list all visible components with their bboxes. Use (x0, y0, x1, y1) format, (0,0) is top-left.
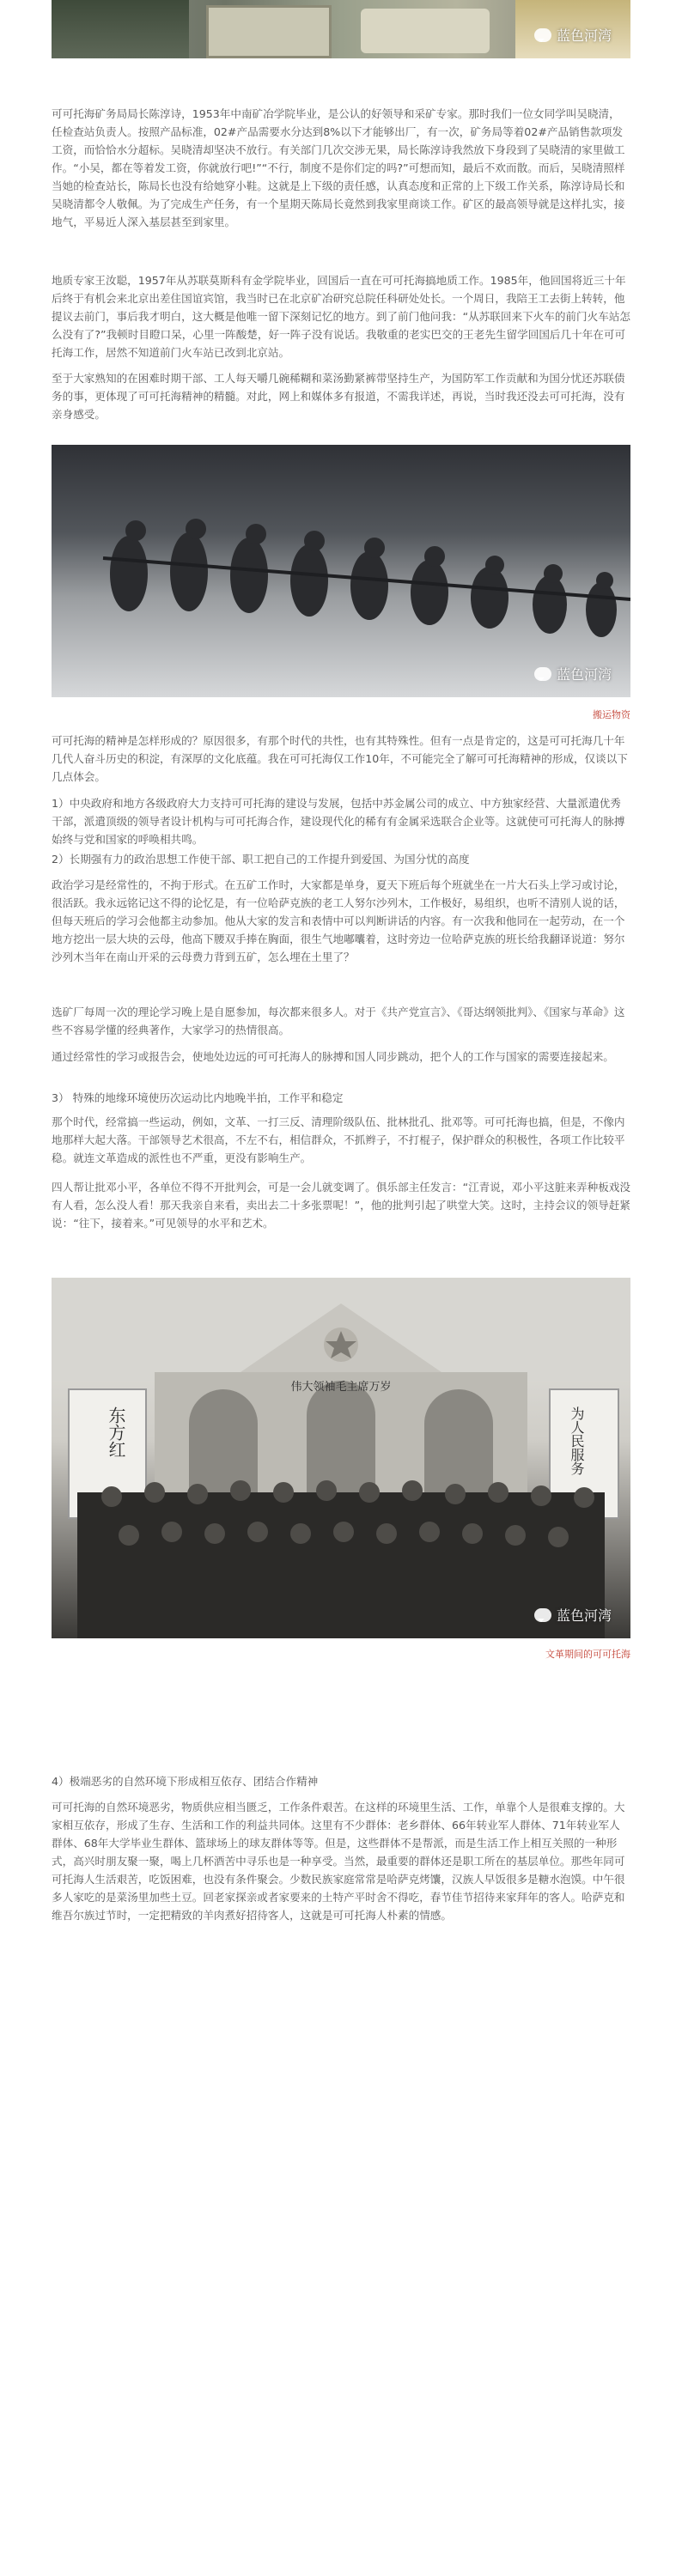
watermark-text: 蓝色河湾 (556, 1607, 612, 1624)
watermark-text: 蓝色河湾 (556, 666, 612, 683)
group-photo-illustration (52, 1278, 630, 1638)
wechat-icon (534, 28, 551, 42)
photo-caption: 搬运物资 (593, 709, 630, 720)
paragraph: 可可托海矿务局局长陈淳诗，1953年中南矿冶学院毕业，是公认的好领导和采矿专家。那时我们一位女同学叫吴晓清，任检查站负责人。按照产品标准，02#产品需要水分达到8%以下才能够出厂，有一次，矿务局等着02#产品销售款项发工资，而恰恰水分超标。吴晓清却坚决不放行。有关部门几次交涉无果，局长陈淳诗我然放下身段到了吴晓清的家里做工作。“小吴，都在等着发工资，你就放行吧!”“不行，制度不是你们定的吗?”可想而知，最后不欢而散。而后，吴晓清照样当她的检查站长，陈局长也没有给她穿小鞋。这就是上下级的责任感，认真态度和正常的上下级工作关系，陈淳诗局长和吴晓清都令人敬佩。为了完成生产任务，有一个星期天陈局长竟然到我家里商谈工作。矿区的最高领导就是这样扎实，接地气，平易近人深入基层甚至到家里。 (52, 107, 625, 228)
banner-center-text: 伟大领袖毛主席万岁 (290, 1381, 392, 1394)
paragraph: 政治学习是经常性的，不拘于形式。在五矿工作时，大家都是单身，夏天下班后每个班就坐在一片大石头上学习或讨论，很活跃。我永远铭记这不得的论忆是，有一位哈萨克族的老工人努尔沙列木，工作极好，易组织，也听不清别人说的话，但每天班后的学习会他都主动参加。他从大家的发言和表情中可以判断讲话的内容。有一次我和他同在一起劳动，在一个地方挖出一层大块的云母，他高下腰双手捧在胸面，很生气地嘟囔着，这时旁边一位哈萨克族的班长给我翻译说道：努尔沙列木当年在南山开采的云母费力背到五矿，怎么埋在土里了？ (52, 878, 625, 963)
paragraph: 通过经常性的学习或报告会，使地处边远的可可托海人的脉搏和国人同步跳动，把个人的工作与国家的需要连接起来。 (52, 1050, 614, 1063)
photo-group (52, 1278, 630, 1638)
paragraph: 选矿厂每周一次的理论学习晚上是自愿参加，每次都来很多人。对于《共产党宣言》、《哥达纲领批判》、《国家与革命》这些不容易学懂的经典著作，大家学习的热情很高。 (52, 1005, 625, 1036)
banner-right-text: 为人民服务 (569, 1406, 585, 1475)
watermark (534, 25, 612, 45)
workers-illustration (52, 445, 630, 697)
wechat-icon (534, 1608, 551, 1622)
photo-equipment (52, 0, 630, 58)
paragraph: 地质专家王汝聪，1957年从苏联莫斯科有金学院毕业，回国后一直在可可托海搞地质工作。1985年，他回国将近三十年后终于有机会来北京出差住国谊宾馆，我当时已在北京矿冶研究总院任科研处处长。一个周日，我陪王工去街上转转，他提议去前门，事后我才明白，这大概是他唯一留下深刻记忆的地方。到了前门他问我：“从苏联回来下火车的前门火车站怎么没有了?”我顿时目瞪口呆，心里一阵酸楚，好一阵子没有说话。我敬重的老实巴交的王老先生留学回国后几十年在可可托海工作，居然不知道前门火车站已改到北京站。 (52, 274, 630, 359)
paragraph: 至于大家熟知的在困难时期干部、工人每天嚼几碗稀糊和菜汤勤紧裤带坚持生产，为国防军工作贡献和为国分忧还苏联债务的事，更体现了可可托海精神的精髓。对此，网上和媒体多有报道，不需我详述，再说，当时我还没去可可托海，没有亲身感受。 (52, 372, 625, 421)
watermark (534, 664, 612, 683)
photo-workers-snow (52, 445, 630, 697)
section-heading: 2）长期强有力的政治思想工作使干部、职工把自己的工作提升到爱国、为国分忧的高度 (52, 853, 470, 866)
paragraph: 四人帮让批邓小平，各单位不得不开批判会，可是一会儿就变调了。俱乐部主任发言：“江青说，邓小平这脏来弄种板戏没有人看，怎么没人看！那天我亲自来看，卖出去二十多张票呢！”，他的批判引起了哄堂大笑。这时，主持会议的领导赶紧说：“往下，接着来。”可见领导的水平和艺术。 (52, 1181, 630, 1230)
paragraph: 那个时代，经常搞一些运动，例如，文革、一打三反、清理阶级队伍、批林批孔、批邓等。可可托海也搞，但是，不像内地那样大起大落。干部领导艺术很高，不左不右，相信群众，不抓辫子，不打棍子，保护群众的积极性，各项工作比较平稳。就连文革造成的派性也不严重，更没有影响生产。 (52, 1115, 625, 1164)
paragraph: 可可托海的自然环境恶劣，物质供应相当匮乏，工作条件艰苦。在这样的环境里生活、工作，单靠个人是很难支撑的。大家相互依存，形成了生存、生活和工作的利益共同体。这里有不少群体：老乡群体、66年转业军人群体、71年转业军人群体、68年大学毕业生群体、篮球场上的球友群体等等。但是，这些群体不是帮派，而是生活工作上相互关照的一种形式，高兴时朋友聚一聚，喝上几杯酒苦中寻乐也是一种享受。当然，最重要的群体还是职工所在的基层单位。那些年同可可托海人生活艰苦，吃饭困难，也没有条件聚会。少数民族家庭常常是哈萨克烤馕，汉族人早饭很多是糖水泡馍。中午很多人家吃的是菜汤里加些土豆。回老家探亲或者家要来的土特产平时舍不得吃，春节佳节招待来家拜年的客人。哈萨克和维吾尔族过节时，一定把精致的羊肉煮好招待客人，这就是可可托海人朴素的情感。 (52, 1801, 625, 1922)
wechat-icon (534, 667, 551, 681)
watermark-text: 蓝色河湾 (556, 27, 612, 44)
paragraph: 可可托海的精神是怎样形成的？原因很多，有那个时代的共性，也有其特殊性。但有一点是肯定的，这是可可托海几十年几代人奋斗历史的积淀，有深厚的文化底蕴。我在可可托海仅工作10年，不可能完全了解可可托海精神的形成，仅谈以下几点体会。 (52, 734, 628, 783)
paragraph: 1）中央政府和地方各级政府大力支持可可托海的建设与发展，包括中苏金属公司的成立、中方独家经营、大量派遣优秀干部，派遣顶级的领导者设计机构与可可托海合作，建设现代化的稀有有金属采选联合企业等。这就使可可托海人的脉搏始终与党和国家的呼唤相共鸣。 (52, 797, 625, 846)
photo-caption: 文革期间的可可托海 (545, 1649, 630, 1660)
section-heading: 3） 特殊的地缘环境使历次运动比内地晚半拍，工作平和稳定 (52, 1091, 344, 1104)
section-heading: 4）极端恶劣的自然环境下形成相互依存、团结合作精神 (52, 1775, 319, 1788)
watermark (534, 1605, 612, 1625)
banner-left-text: 东方红 (106, 1406, 126, 1458)
